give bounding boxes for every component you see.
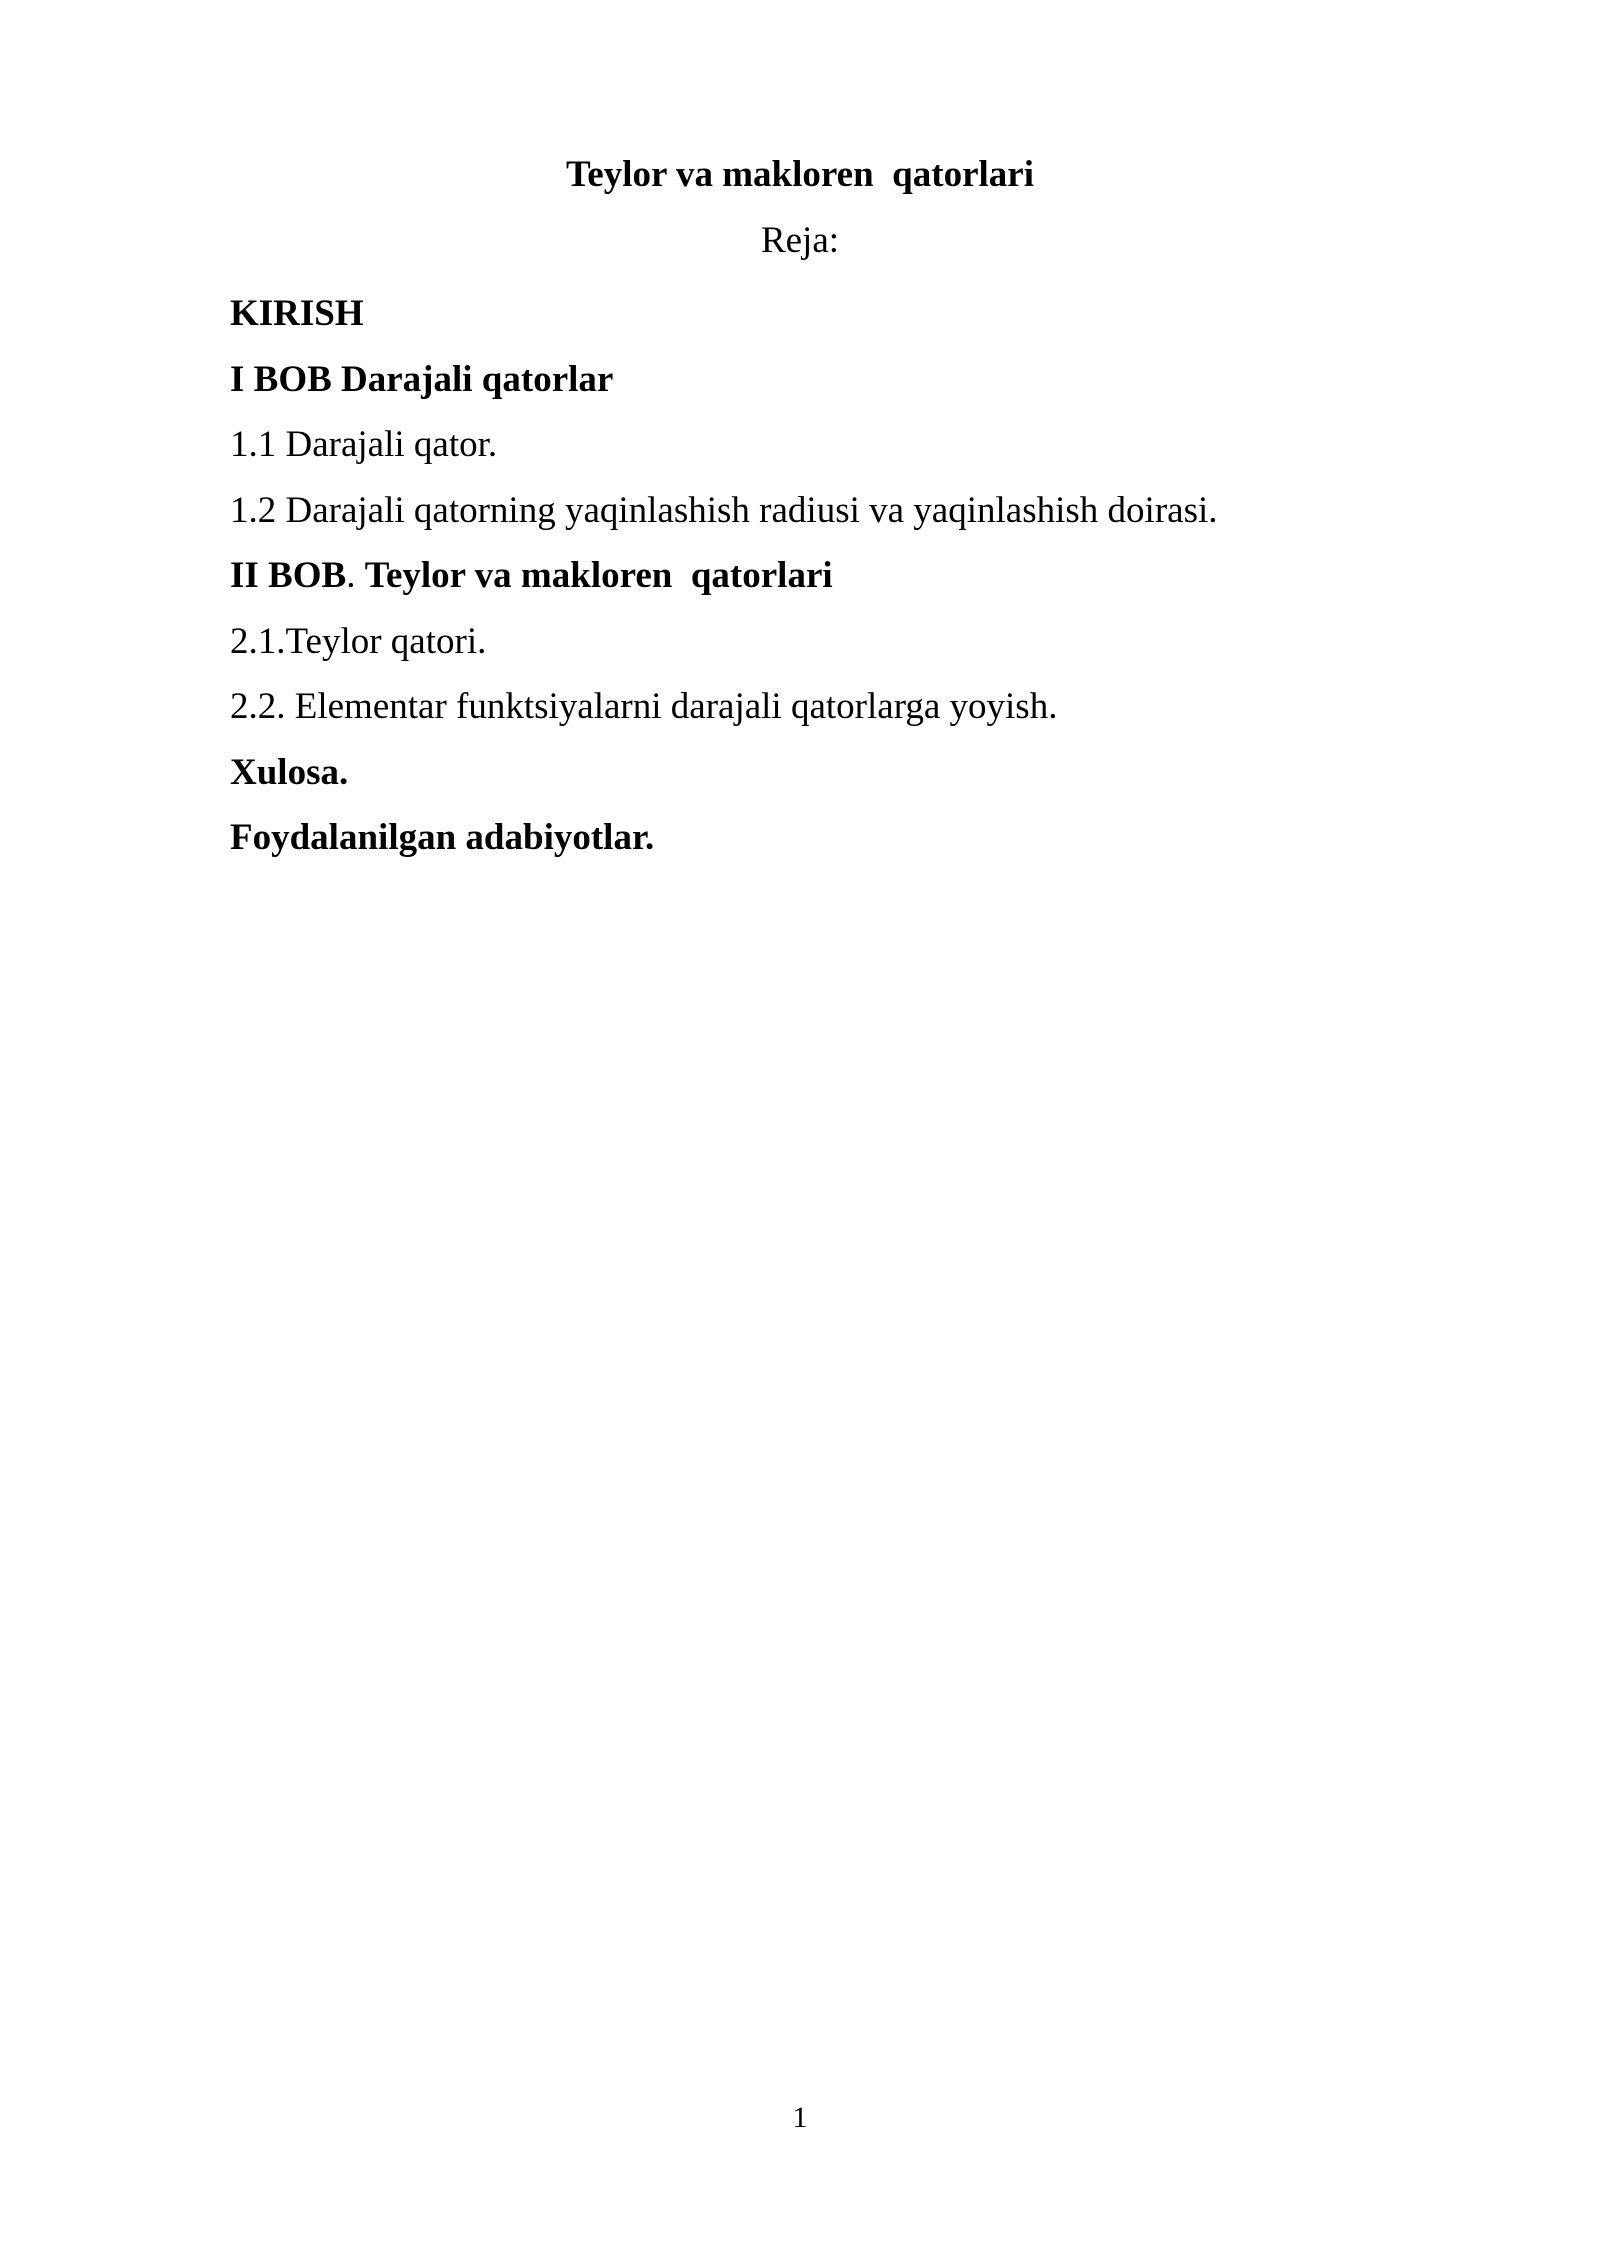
toc-conclusion: Xulosa.: [230, 751, 349, 793]
document-title: Teylor va makloren qatorlari: [566, 154, 1034, 195]
plan-heading: Reja:: [760, 220, 840, 261]
page-number: 1: [792, 2101, 808, 2134]
toc-chapter-2-title: Teylor va makloren qatorlari: [364, 555, 833, 596]
toc-introduction: KIRISH: [230, 293, 364, 334]
toc-chapter-2: [230, 543, 1430, 609]
toc-section-2-1: 2.1.Teylor qatori.: [230, 620, 487, 662]
toc-chapter-2-separator: .: [346, 555, 365, 596]
toc-section-1-2: 1.2 Darajali qatorning yaqinlashish radiusi va yaqinlashish doirasi.: [230, 489, 1218, 531]
toc-references: Foydalanilgan adabiyotlar.: [230, 817, 655, 858]
toc-chapter-2-prefix: II BOB: [230, 555, 347, 596]
table-of-contents: [230, 281, 1430, 871]
toc-chapter-1: I BOB Darajali qatorlar: [230, 358, 614, 400]
toc-section-2-2: 2.2. Elementar funktsiyalarni darajali qatorlarga yoyish.: [230, 686, 1058, 727]
toc-section-1-1: 1.1 Darajali qator.: [230, 424, 498, 465]
